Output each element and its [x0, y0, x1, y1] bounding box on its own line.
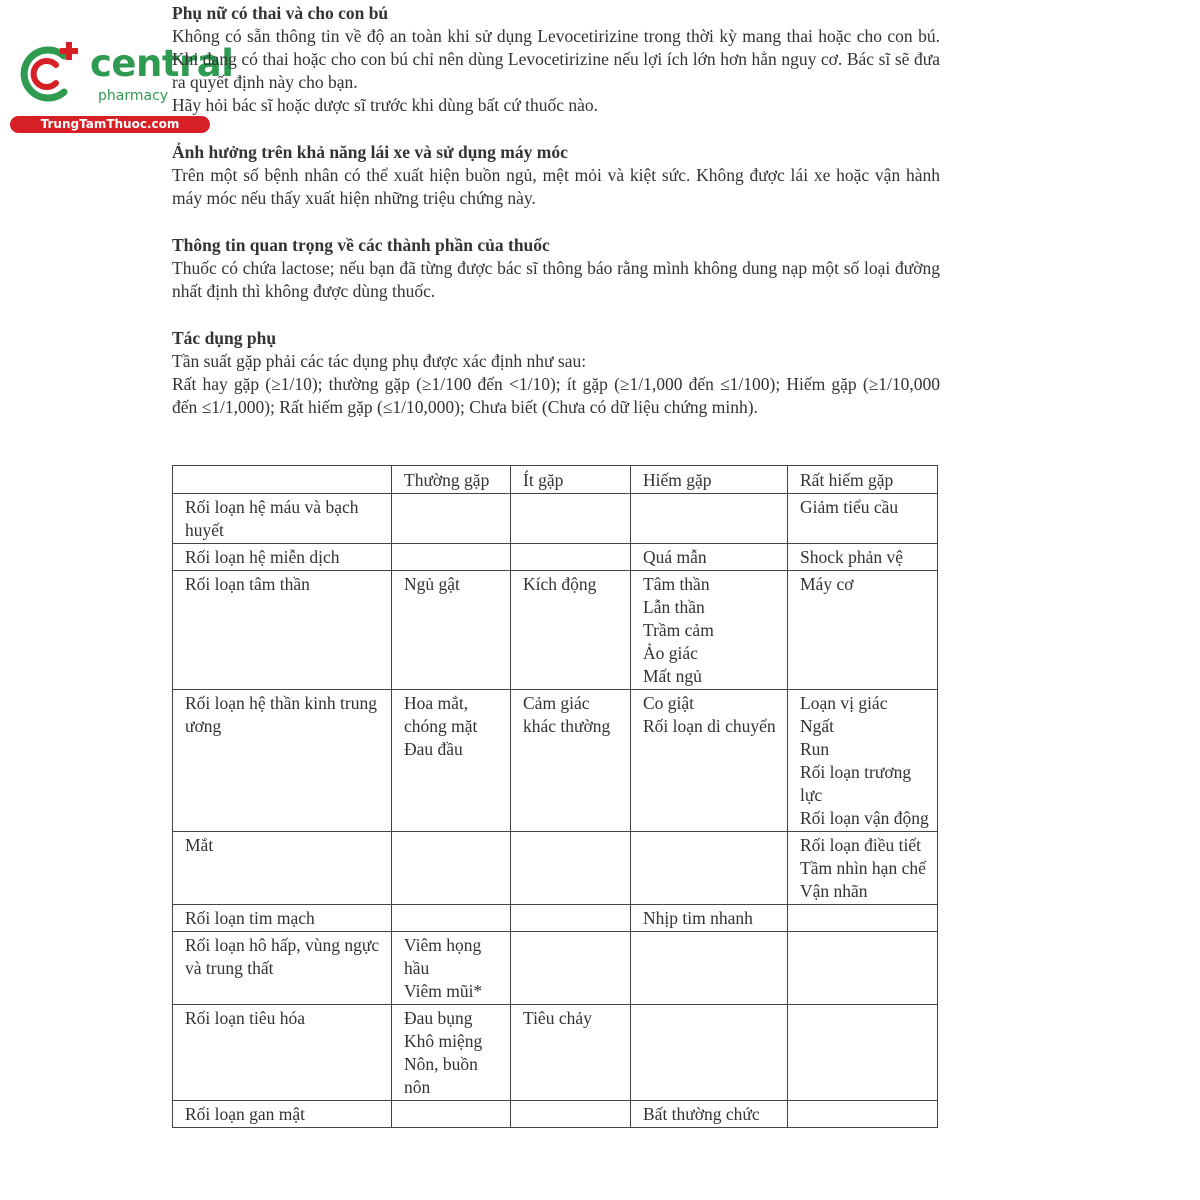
section-side-effects: [172, 327, 940, 419]
cell-entry: Ngất: [800, 716, 835, 736]
table-row: [173, 571, 938, 690]
section-paragraph: Tần suất gặp phải các tác dụng phụ được xác định như sau:: [172, 351, 587, 371]
table-row: [173, 832, 938, 905]
cell-organ-system: Rối loạn tâm thần: [173, 571, 392, 690]
section-heading: Thông tin quan trọng về các thành phần của thuốc: [172, 235, 550, 255]
cell-very-rare: [788, 1005, 938, 1101]
cell-uncommon: [511, 905, 631, 932]
cell-entry: Rối loạn trương lực: [800, 762, 912, 805]
cell-organ-system: Rối loạn hệ máu và bạch huyết: [173, 494, 392, 544]
cell-organ-system: Rối loạn tiêu hóa: [173, 1005, 392, 1101]
cell-very-rare: [788, 832, 938, 905]
header-organ: [173, 466, 392, 494]
cell-common: [392, 905, 511, 932]
section-paragraph: Hãy hỏi bác sĩ hoặc dược sĩ trước khi dùng bất cứ thuốc nào.: [172, 95, 599, 115]
cell-entry: Nôn, buồn nôn: [404, 1054, 478, 1097]
cell-organ-system: Mắt: [173, 832, 392, 905]
header-common: Thường gặp: [392, 466, 511, 494]
cell-very-rare: [788, 1101, 938, 1128]
cell-rare: [631, 905, 788, 932]
cell-very-rare: [788, 905, 938, 932]
cell-entry: Ngủ gật: [404, 574, 460, 594]
cell-very-rare: [788, 544, 938, 571]
cell-uncommon: [511, 571, 631, 690]
cell-organ-system: Rối loạn hệ thần kinh trung ương: [173, 690, 392, 832]
cell-entry: Giảm tiểu cầu: [800, 497, 899, 517]
section-paragraph: Trên một số bệnh nhân có thể xuất hiện buồn ngủ, mệt mỏi và kiệt sức. Không được lái xe hoặc vận hành máy móc nếu thấy xuất hiện những triệu chứng này.: [172, 165, 940, 208]
cell-entry: Tiêu chảy: [523, 1008, 592, 1028]
logo-subtitle: pharmacy: [98, 88, 169, 104]
cell-very-rare: [788, 494, 938, 544]
cell-uncommon: [511, 494, 631, 544]
section-paragraph: Thuốc có chứa lactose; nếu bạn đã từng được bác sĩ thông báo rằng mình không dung nạp một số loại đường nhất định thì không được dùng thuốc.: [172, 258, 940, 301]
cell-entry: Rối loạn vận động: [800, 808, 929, 828]
cell-entry: Shock phản vệ: [800, 547, 904, 567]
document-content: [172, 0, 940, 443]
section-paragraph: Rất hay gặp (≥1/10); thường gặp (≥1/100 đến <1/10); ít gặp (≥1/1,000 đến ≤1/100); Hiếm gặp (≥1/10,000 đến ≤1/1,000); Rất hiếm gặp (≤1/10,000); Chưa biết (Chưa có dữ liệu chứng minh).: [172, 374, 940, 417]
cell-rare: [631, 690, 788, 832]
table-row: [173, 690, 938, 832]
cell-common: [392, 1005, 511, 1101]
cell-entry: Run: [800, 739, 830, 759]
cell-organ-system: Rối loạn hô hấp, vùng ngực và trung thất: [173, 932, 392, 1005]
table-row: [173, 905, 938, 932]
cell-entry: Viêm họng hầu: [404, 935, 482, 978]
cell-rare: [631, 932, 788, 1005]
cell-common: [392, 1101, 511, 1128]
cell-rare: [631, 544, 788, 571]
cell-uncommon: [511, 1101, 631, 1128]
cell-entry: Kích động: [523, 574, 597, 594]
cell-entry: Nhịp tim nhanh: [643, 908, 753, 928]
cell-entry: Đau bụng: [404, 1008, 473, 1028]
cell-entry: Lẫn thần: [643, 597, 705, 617]
cell-common: [392, 571, 511, 690]
header-very-rare: Rất hiếm gặp: [788, 466, 938, 494]
cell-common: [392, 932, 511, 1005]
header-uncommon: Ít gặp: [511, 466, 631, 494]
cell-rare: [631, 1101, 788, 1128]
logo-brand-text: central: [90, 42, 234, 85]
cell-rare: [631, 832, 788, 905]
cell-entry: Vận nhãn: [800, 881, 868, 901]
section-ingredients: [172, 234, 940, 303]
cell-entry: Hoa mắt, chóng mặt: [404, 693, 478, 736]
cell-rare: [631, 1005, 788, 1101]
table-row: [173, 1101, 938, 1128]
logo-website-banner: TrungTamThuoc.com: [10, 116, 210, 133]
cell-entry: Tầm nhìn hạn chế: [800, 858, 926, 878]
section-driving: [172, 141, 940, 210]
section-pregnancy: [172, 2, 940, 117]
cell-entry: Mất ngủ: [643, 666, 702, 686]
cell-entry: Co giật: [643, 693, 695, 713]
table-row: [173, 544, 938, 571]
cell-entry: Loạn vị giác: [800, 693, 888, 713]
cell-rare: [631, 494, 788, 544]
section-heading: Tác dụng phụ: [172, 328, 277, 348]
cell-entry: Ảo giác: [643, 643, 698, 663]
cell-organ-system: Rối loạn tim mạch: [173, 905, 392, 932]
cell-entry: Đau đầu: [404, 739, 463, 759]
cell-entry: Viêm mũi*: [404, 981, 483, 1001]
cell-entry: Rối loạn điều tiết: [800, 835, 922, 855]
cell-uncommon: [511, 544, 631, 571]
cell-uncommon: [511, 690, 631, 832]
cell-uncommon: [511, 832, 631, 905]
cell-very-rare: [788, 571, 938, 690]
cell-common: [392, 494, 511, 544]
table-row: [173, 494, 938, 544]
cell-common: [392, 832, 511, 905]
cell-rare: [631, 571, 788, 690]
cell-uncommon: [511, 932, 631, 1005]
cell-entry: Bất thường chức: [643, 1104, 760, 1124]
cell-entry: Máy cơ: [800, 574, 854, 594]
section-heading: Phụ nữ có thai và cho con bú: [172, 3, 389, 23]
cell-common: [392, 544, 511, 571]
table-row: [173, 1005, 938, 1101]
cell-entry: Cảm giác khác thường: [523, 693, 611, 736]
cell-very-rare: [788, 932, 938, 1005]
cell-entry: Tâm thần: [643, 574, 710, 594]
cell-entry: Rối loạn di chuyển: [643, 716, 776, 736]
cell-uncommon: [511, 1005, 631, 1101]
table-body: [173, 494, 938, 1128]
section-paragraph: Không có sẵn thông tin về độ an toàn khi sử dụng Levocetirizine trong thời kỳ mang thai hoặc cho con bú. Khi đang có thai hoặc cho con bú chỉ nên dùng Levocetirizine nếu lợi ích lớn hơn hẳn nguy cơ. Bác sĩ sẽ đưa ra quyết định này cho bạn.: [172, 26, 940, 92]
section-heading: Ảnh hưởng trên khả năng lái xe và sử dụng máy móc: [172, 142, 568, 162]
table-header-row: [173, 466, 938, 494]
cell-entry: Khô miệng: [404, 1031, 483, 1051]
cell-very-rare: [788, 690, 938, 832]
cell-organ-system: Rối loạn gan mật: [173, 1101, 392, 1128]
cell-entry: Trầm cảm: [643, 620, 714, 640]
pharmacy-cross-icon: [12, 38, 84, 110]
cell-organ-system: Rối loạn hệ miễn dịch: [173, 544, 392, 571]
cell-common: [392, 690, 511, 832]
side-effects-table: [172, 465, 938, 1128]
header-rare: Hiếm gặp: [631, 466, 788, 494]
table-row: [173, 932, 938, 1005]
cell-entry: Quá mẫn: [643, 547, 707, 567]
